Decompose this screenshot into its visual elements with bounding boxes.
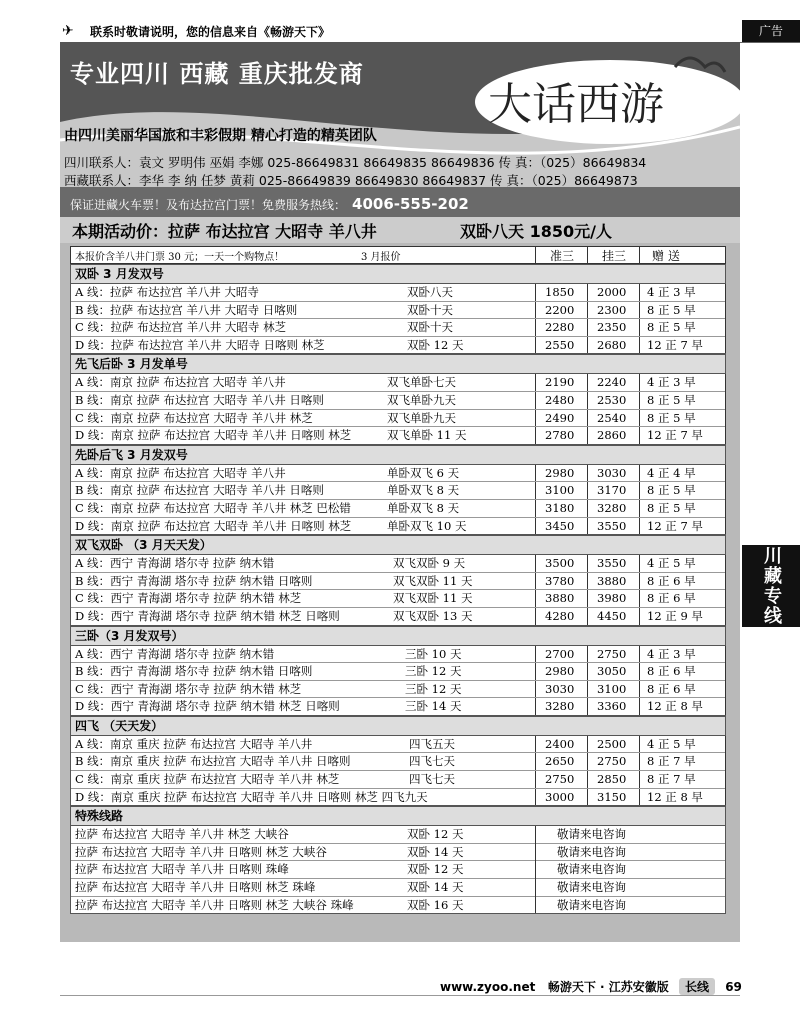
column-hang: 挂三 [587,247,640,263]
column-gift: 赠 送 [639,247,725,263]
price-standard: 2780 [545,428,575,443]
table-row [71,897,725,914]
price-hang: 2860 [597,428,627,443]
price-standard: 2280 [545,320,575,335]
route-name: 拉萨 布达拉宫 大昭寺 羊八井 日喀则 林芝 大峡谷 珠峰 [75,897,354,912]
section-title: 双飞双卧 （3 月天天发） [70,535,726,555]
table-row [71,555,725,573]
route-duration: 双飞单卧九天 [387,410,456,425]
price-hang: 3170 [597,483,627,498]
route-duration: 双卧八天 [407,285,453,299]
price-hang: 2750 [597,754,627,769]
sichuan-contacts: 四川联系人：袁文 罗明伟 巫娟 李娜 025-86649831 86649835 86649836 传 真：（025）86649834 [64,155,647,170]
price-standard: 2480 [545,392,575,407]
price-standard: 2490 [545,410,575,425]
table-row [71,879,725,897]
price-hang: 2300 [597,302,627,317]
section-title: 特殊线路 [70,806,726,826]
route-name: 拉萨 布达拉宫 大昭寺 羊八井 日喀则 珠峰 [75,862,289,877]
route-name: 拉萨 布达拉宫 大昭寺 羊八井 林芝 大峡谷 [75,827,289,842]
route-duration: 双卧十天 [407,320,453,335]
price-standard: 3180 [545,500,575,515]
price-hang: 2500 [597,736,627,751]
meal-gift: 4 正 3 早 [647,285,696,299]
route-name: D 线：拉萨 布达拉宫 羊八井 大昭寺 日喀则 林芝 [75,337,325,352]
route-name: A 线：拉萨 布达拉宫 羊八井 大昭寺 [75,285,259,299]
route-duration: 三卧 10 天 [405,646,462,661]
route-section [70,445,726,535]
section-title: 双卧 3 月发双号 [70,264,726,284]
price-standard: 3880 [545,591,575,606]
route-section [70,626,726,716]
route-section [70,535,726,625]
price-hang: 3050 [597,664,627,679]
route-name: C 线：南京 重庆 拉萨 布达拉宫 大昭寺 羊八井 林芝 [75,772,340,787]
guarantee-text: 保证进藏火车票！及布达拉宫门票！免费服务热线： [70,198,347,212]
footer-divider [60,995,740,996]
route-section [70,354,726,444]
meal-gift: 4 正 3 早 [647,646,696,661]
route-name: B 线：南京 重庆 拉萨 布达拉宫 大昭寺 羊八井 日喀则 [75,754,351,769]
price-hang: 2750 [597,646,627,661]
price-hang: 2680 [597,337,627,352]
table-row [71,284,725,302]
table-row [71,465,725,483]
meal-gift: 8 正 7 早 [647,772,696,787]
meal-gift: 12 正 7 早 [647,337,703,352]
price-standard: 2700 [545,646,575,661]
route-name: 拉萨 布达拉宫 大昭寺 羊八井 日喀则 林芝 大峡谷 [75,844,327,859]
route-name: D 线：西宁 青海湖 塔尔寺 拉萨 纳木错 林芝 日喀则 [75,608,340,623]
route-duration: 双卧十天 [407,302,453,317]
meal-gift: 8 正 5 早 [647,483,696,498]
route-duration: 双飞双卧 13 天 [393,608,473,623]
promo-route: 本期活动价：拉萨 布达拉宫 大昭寺 羊八井 [72,222,377,241]
price-hang: 3880 [597,573,627,588]
section-rows [70,646,726,716]
meal-gift: 8 正 5 早 [647,320,696,335]
meal-gift: 8 正 7 早 [647,754,696,769]
table-row [71,337,725,354]
table-row [71,518,725,535]
consult-info: 敬请来电咨询 [557,897,626,912]
route-name: A 线：西宁 青海湖 塔尔寺 拉萨 纳木错 [75,646,275,661]
route-duration: 双飞双卧 9 天 [393,556,466,571]
price-standard: 3030 [545,681,575,696]
page-footer [440,978,742,995]
price-standard: 3450 [545,518,575,533]
section-title: 三卧（3 月发双号） [70,626,726,646]
price-table [70,246,726,914]
route-duration: 三卧 12 天 [405,681,462,696]
meal-gift: 8 正 6 早 [647,573,696,588]
magazine-logo-icon: ✈ [62,23,74,39]
tagline: 由四川美丽华国旅和丰彩假期 精心打造的精英团队 [64,128,377,144]
section-title: 四飞 （天天发） [70,716,726,736]
price-standard: 3780 [545,573,575,588]
route-duration: 双卧 14 天 [407,880,464,895]
route-name: A 线：南京 拉萨 布达拉宫 大昭寺 羊八井 [75,375,286,390]
price-hang: 3550 [597,518,627,533]
guarantee-line [70,195,469,213]
advertisement-panel [60,42,740,942]
meal-gift: 4 正 5 早 [647,736,696,751]
meal-gift: 8 正 5 早 [647,500,696,515]
table-row [71,302,725,320]
table-row [71,826,725,844]
route-duration: 单卧双飞 6 天 [387,465,460,480]
meal-gift: 8 正 5 早 [647,392,696,407]
price-hang: 2350 [597,320,627,335]
consult-info: 敬请来电咨询 [557,862,626,877]
price-standard: 4280 [545,608,575,623]
table-row [71,844,725,862]
price-standard: 3000 [545,789,575,804]
price-hang: 3030 [597,465,627,480]
route-name: D 线：南京 拉萨 布达拉宫 大昭寺 羊八井 日喀则 林芝 [75,428,352,443]
meal-gift: 4 正 5 早 [647,556,696,571]
table-row [71,771,725,789]
price-hang: 2530 [597,392,627,407]
headline: 专业四川 西藏 重庆批发商 [70,60,364,88]
price-standard: 3280 [545,699,575,714]
price-hang: 3550 [597,556,627,571]
route-name: A 线：南京 重庆 拉萨 布达拉宫 大昭寺 羊八井 [75,736,313,751]
table-row [71,753,725,771]
promo-bar [60,217,740,243]
top-bar [60,20,800,43]
tibet-contacts: 西藏联系人：李华 李 纳 任梦 黄莉 025-86649839 86649830 86649837 传 真：（025）86649873 [64,173,638,188]
meal-gift: 8 正 5 早 [647,410,696,425]
route-duration: 四飞七天 [409,772,455,787]
route-duration: 双卧 12 天 [407,862,464,877]
meal-gift: 12 正 7 早 [647,518,703,533]
route-name: B 线：南京 拉萨 布达拉宫 大昭寺 羊八井 日喀则 [75,483,324,498]
price-standard: 2750 [545,772,575,787]
table-row [71,698,725,715]
route-name: 拉萨 布达拉宫 大昭寺 羊八井 日喀则 林芝 珠峰 [75,880,316,895]
meal-gift: 12 正 8 早 [647,789,703,804]
route-duration: 单卧双飞 8 天 [387,500,460,515]
price-standard: 2550 [545,337,575,352]
price-standard: 3500 [545,556,575,571]
table-row [71,789,725,806]
table-row [71,608,725,625]
price-standard: 2980 [545,664,575,679]
contact-notice: 联系时敬请说明，您的信息来自《畅游天下》 [90,25,331,39]
table-row [71,482,725,500]
route-duration: 双飞双卧 11 天 [393,573,473,588]
route-duration: 双卧 12 天 [407,337,464,352]
route-name: B 线：西宁 青海湖 塔尔寺 拉萨 纳木错 日喀则 [75,573,313,588]
consult-info: 敬请来电咨询 [557,844,626,859]
table-row [71,427,725,444]
route-duration: 双飞单卧七天 [387,375,456,390]
ad-header [60,42,740,247]
section-rows [70,736,726,806]
table-row [71,374,725,392]
section-side-tab: 川藏专线 [742,545,800,627]
meal-gift: 12 正 7 早 [647,428,703,443]
route-name: B 线：南京 拉萨 布达拉宫 大昭寺 羊八井 日喀则 [75,392,324,407]
route-duration: 三卧 12 天 [405,664,462,679]
table-header [70,246,726,264]
meal-gift: 8 正 6 早 [647,591,696,606]
route-name: C 线：西宁 青海湖 塔尔寺 拉萨 纳木错 林芝 [75,681,302,696]
ad-label: 广告 [742,20,800,42]
table-row [71,410,725,428]
table-sections [70,264,726,806]
table-row [71,500,725,518]
price-hang: 4450 [597,608,627,623]
route-duration: 双卧 12 天 [407,827,464,842]
price-standard: 2200 [545,302,575,317]
price-standard: 2650 [545,754,575,769]
price-standard: 1850 [545,285,575,299]
route-section [70,716,726,806]
meal-gift: 12 正 8 早 [647,699,703,714]
table-row [71,392,725,410]
table-row [71,573,725,591]
column-standard: 准三 [535,247,588,263]
meal-gift: 4 正 3 早 [647,375,696,390]
route-duration: 单卧双飞 8 天 [387,483,460,498]
brand-logo-text: 大话西游 [488,79,664,130]
meal-gift: 8 正 6 早 [647,664,696,679]
price-hang: 3360 [597,699,627,714]
section-rows [70,555,726,625]
route-name: A 线：南京 拉萨 布达拉宫 大昭寺 羊八井 [75,465,286,480]
table-row [71,681,725,699]
hotline-number: 4006-555-202 [352,195,469,213]
route-name: B 线：西宁 青海湖 塔尔寺 拉萨 纳木错 日喀则 [75,664,313,679]
price-hang: 2540 [597,410,627,425]
consult-info: 敬请来电咨询 [557,880,626,895]
route-section [70,264,726,354]
route-name: D 线：南京 拉萨 布达拉宫 大昭寺 羊八井 日喀则 林芝 [75,518,352,533]
section-rows [70,374,726,444]
route-duration: 三卧 14 天 [405,699,462,714]
special-routes-section [70,806,726,914]
price-hang: 2240 [597,375,627,390]
price-note: 本报价含羊八井门票 30 元；一天一个购物点！ [75,252,285,263]
table-row [71,319,725,337]
price-standard: 2400 [545,736,575,751]
footer-magazine: 畅游天下 · 江苏安徽版 [547,980,669,994]
route-duration: 双飞单卧九天 [387,392,456,407]
meal-gift: 8 正 6 早 [647,681,696,696]
route-duration: 四飞五天 [409,736,455,751]
price-month: 3 月报价 [361,252,401,263]
promo-price: 双卧八天 1850元/人 [460,222,612,241]
route-name: B 线：拉萨 布达拉宫 羊八井 大昭寺 日喀则 [75,302,298,317]
table-row [71,861,725,879]
route-duration: 四飞七天 [409,754,455,769]
section-rows [70,465,726,535]
meal-gift: 8 正 5 早 [647,302,696,317]
consult-info: 敬请来电咨询 [557,827,626,842]
brand-logo [460,47,740,147]
route-name: C 线：南京 拉萨 布达拉宫 大昭寺 羊八井 林芝 [75,410,313,425]
meal-gift: 4 正 4 早 [647,465,696,480]
route-name: C 线：西宁 青海湖 塔尔寺 拉萨 纳木错 林芝 [75,591,302,606]
route-duration: 双飞双卧 11 天 [393,591,473,606]
route-name: C 线：南京 拉萨 布达拉宫 大昭寺 羊八井 林芝 巴松错 [75,500,351,515]
footer-site: www.zyoo.net [440,980,536,994]
table-row [71,736,725,754]
route-duration: 双飞单卧 11 天 [387,428,467,443]
table-row [71,590,725,608]
table-row [71,663,725,681]
price-hang: 3280 [597,500,627,515]
route-duration: 双卧 16 天 [407,897,464,912]
price-hang: 2850 [597,772,627,787]
section-title: 先卧后飞 3 月发双号 [70,445,726,465]
meal-gift: 12 正 9 早 [647,608,703,623]
page-number: 69 [725,980,742,994]
route-name: D 线：南京 重庆 拉萨 布达拉宫 大昭寺 羊八井 日喀则 林芝 四飞九天 [75,789,428,804]
table-row [71,646,725,664]
price-hang: 3980 [597,591,627,606]
footer-section: 长线 [679,978,715,995]
route-name: A 线：西宁 青海湖 塔尔寺 拉萨 纳木错 [75,556,275,571]
route-name: D 线：西宁 青海湖 塔尔寺 拉萨 纳木错 林芝 日喀则 [75,699,340,714]
price-hang: 3100 [597,681,627,696]
price-hang: 3150 [597,789,627,804]
special-rows [70,826,726,914]
price-standard: 3100 [545,483,575,498]
section-rows [70,284,726,354]
route-duration: 双卧 14 天 [407,844,464,859]
price-hang: 2000 [597,285,627,299]
section-title: 先飞后卧 3 月发单号 [70,354,726,374]
route-name: C 线：拉萨 布达拉宫 羊八井 大昭寺 林芝 [75,320,287,335]
price-standard: 2190 [545,375,575,390]
price-standard: 2980 [545,465,575,480]
route-duration: 单卧双飞 10 天 [387,518,467,533]
